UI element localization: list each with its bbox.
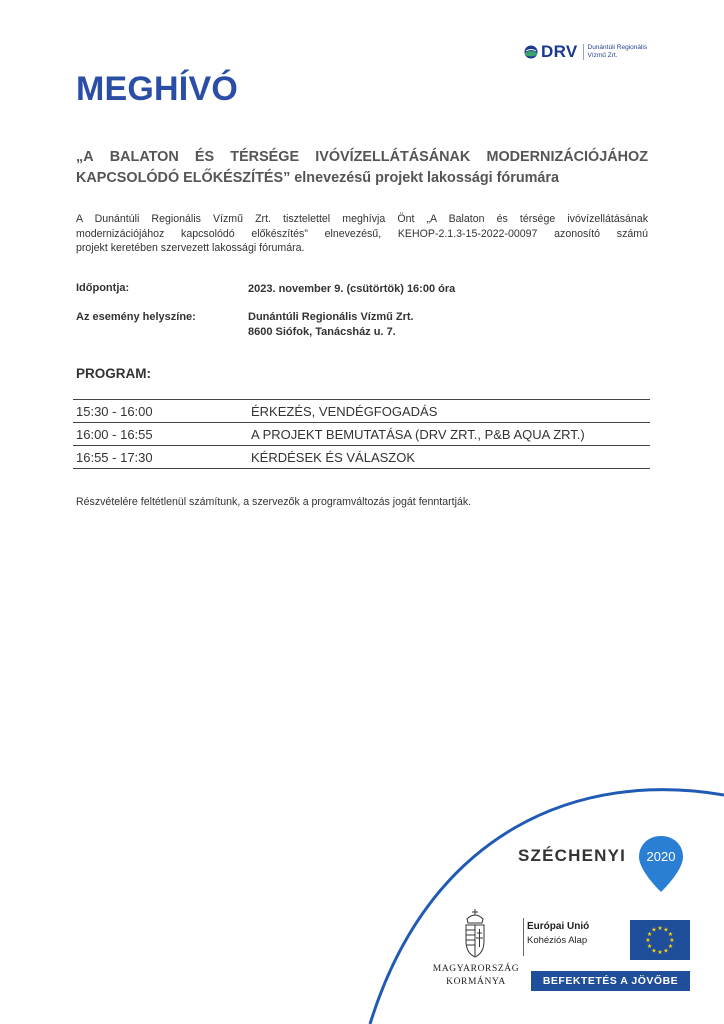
szechenyi-pin-icon: [636, 834, 686, 894]
szechenyi-logo-text: SZÉCHENYI: [518, 846, 627, 865]
eu-title: Európai Unió: [527, 921, 590, 932]
drv-drop-icon: [524, 45, 538, 59]
program-heading: PROGRAM:: [76, 366, 151, 381]
subject-line1: [76, 147, 648, 168]
kormany-line2: KORMÁNYA: [446, 977, 506, 987]
subject-line2-rest: elnevezésű projekt lakossági fórumára: [290, 170, 560, 186]
program-time: 16:55 - 17:30: [76, 449, 153, 465]
date-value: 2023. november 9. (csütörtök) 16:00 óra: [248, 283, 456, 295]
program-time: 16:00 - 16:55: [76, 426, 153, 442]
subject-word: „A: [76, 149, 94, 165]
eu-star-icon: ★: [663, 927, 669, 934]
eu-flag-icon: [630, 920, 690, 960]
intro-line: modernizációjához kapcsolódó előkészítés” elnevezésű, KEHOP-2.1.3-15-2022-00097 azonosító számú: [76, 227, 648, 240]
government-logo-text: [425, 963, 527, 989]
eu-star-icon: ★: [657, 950, 663, 956]
date-label: Időpontja:: [76, 282, 130, 294]
subject-word: MODERNIZÁCIÓJÁHOZ: [486, 149, 648, 165]
program-description: ÉRKEZÉS, VENDÉGFOGADÁS: [251, 403, 438, 419]
eu-star-icon: ★: [645, 938, 651, 944]
program-row: [73, 399, 650, 423]
eu-star-icon: ★: [646, 932, 653, 938]
befektetes-banner: BEFEKTETÉS A JÖVŐBE: [531, 971, 690, 991]
subject-word: ÉS: [194, 149, 215, 165]
program-row: [73, 423, 650, 446]
program-description: KÉRDÉSEK ÉS VÁLASZOK: [251, 449, 416, 465]
drv-sub-line1: Dunántúli Regionális: [587, 44, 648, 51]
closing-note: Részvételére feltétlenül számítunk, a szervezők a programváltozás jogát fenntartják.: [76, 496, 472, 508]
eu-star-icon: ★: [667, 944, 674, 950]
intro-line: A Dunántúli Regionális Vízmű Zrt. tisztelettel meghívja Önt „A Balaton és térsége ivóvízellátásának: [76, 213, 648, 225]
venue-label: Az esemény helyszíne:: [76, 311, 196, 323]
drv-logo: [524, 42, 647, 62]
eu-star-icon: ★: [651, 948, 657, 955]
page-title: MEGHÍVÓ: [76, 70, 238, 108]
eu-star-icon: ★: [657, 926, 663, 932]
drv-logo-subtitle: [588, 44, 648, 60]
drv-logo-separator: [583, 44, 584, 60]
szechenyi-year: 2020: [646, 849, 676, 864]
subject-word: BALATON: [109, 149, 179, 165]
subject-line2-bold: KAPCSOLÓDÓ ELŐKÉSZÍTÉS”: [76, 170, 291, 186]
venue-line1: Dunántúli Regionális Vízmű Zrt.: [248, 311, 414, 323]
program-time: 15:30 - 16:00: [76, 403, 153, 419]
program-table: [73, 399, 650, 469]
eu-star-icon: ★: [663, 948, 669, 955]
intro-paragraph: [76, 212, 648, 256]
eu-text-block: [527, 921, 589, 946]
eu-subtitle: Kohéziós Alap: [527, 935, 588, 946]
venue-line2: 8600 Siófok, Tanácsház u. 7.: [248, 326, 396, 338]
eu-star-icon: ★: [667, 932, 674, 938]
program-description: A PROJEKT BEMUTATÁSA (DRV ZRT., P&B AQUA ZRT.): [251, 426, 585, 442]
eu-separator: [523, 918, 524, 956]
kormany-line1: MAGYARORSZÁG: [432, 964, 520, 974]
drv-logo-text: DRV: [541, 42, 578, 61]
eu-star-icon: ★: [669, 938, 675, 944]
eu-star-icon: ★: [646, 944, 653, 950]
drv-sub-line2: Vízmű Zrt.: [587, 52, 618, 59]
subject-word: TÉRSÉGE: [230, 149, 300, 165]
event-subject: [76, 147, 648, 189]
eu-star-icon: ★: [651, 927, 657, 934]
venue-value: [248, 310, 414, 340]
intro-line: projekt keretében szervezett lakossági fórumára.: [76, 242, 305, 254]
subject-word: IVÓVÍZELLÁTÁSÁNAK: [315, 149, 471, 165]
program-row: [73, 446, 650, 469]
coat-of-arms-icon: [455, 907, 495, 962]
subject-line2: [76, 168, 648, 189]
